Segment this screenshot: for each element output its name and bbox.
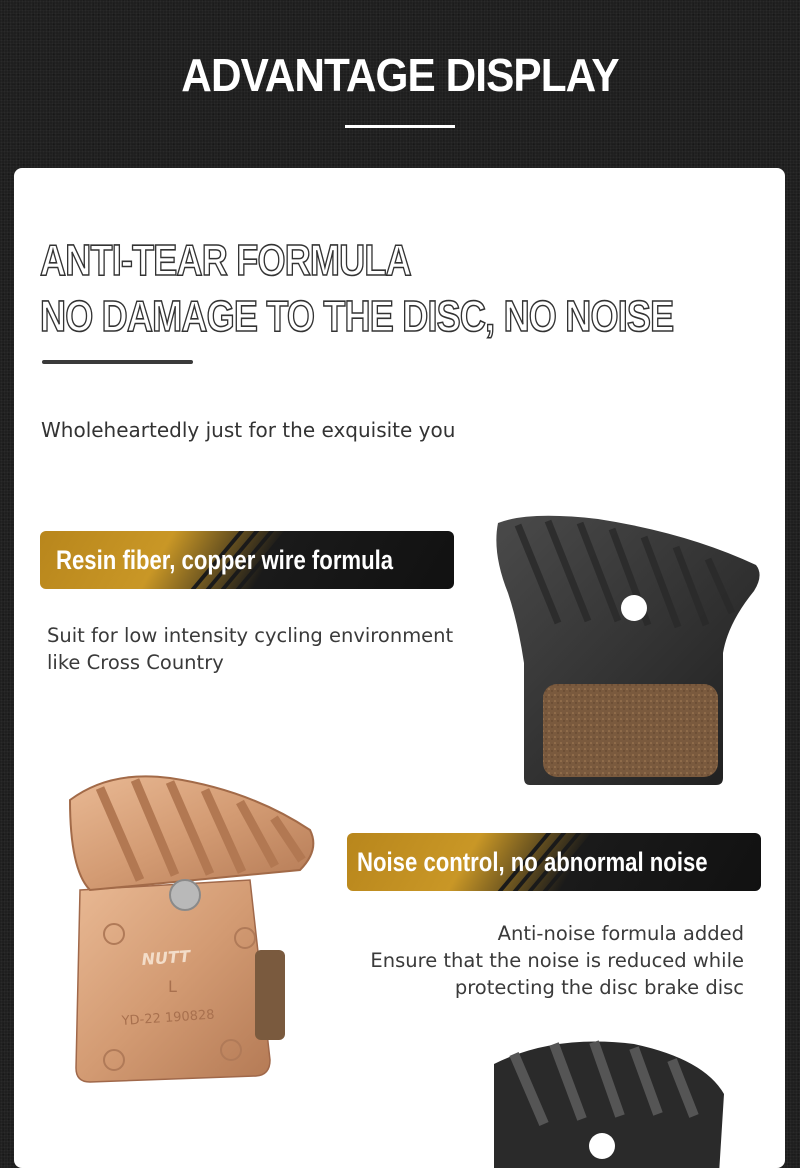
pad-code-mark: YD-22 190828 <box>121 1007 216 1029</box>
feature-description-resin <box>47 622 453 676</box>
dark-brake-pad-image <box>488 513 768 793</box>
headline-line-1: ANTI-TEAR FORMULA <box>40 236 411 285</box>
feature-description-line: Anti-noise formula added <box>497 922 744 945</box>
content-card <box>14 168 785 1168</box>
title-underline <box>345 125 455 128</box>
tagline-text: Wholeheartedly just for the exquisite you <box>41 418 456 442</box>
headline-divider <box>42 360 193 364</box>
copper-brake-pad-image <box>50 760 340 1090</box>
pad-side-mark: L <box>168 977 177 996</box>
feature-badge-noise <box>347 833 761 891</box>
feature-description-line: Suit for low intensity cycling environment <box>47 624 454 647</box>
feature-badge-resin <box>40 531 454 589</box>
feature-description-noise <box>370 920 744 1001</box>
headline-line-2: NO DAMAGE TO THE DISC, NO NOISE <box>40 292 674 341</box>
page-title: ADVANTAGE DISPLAY <box>181 49 619 101</box>
feature-description-line: protecting the disc brake disc <box>454 976 744 999</box>
feature-description-line: Ensure that the noise is reduced while <box>370 949 744 972</box>
feature-description-line: like Cross Country <box>47 651 224 674</box>
feature-title-noise: Noise control, no abnormal noise <box>357 847 708 877</box>
black-finned-brake-pad-image <box>474 1034 734 1168</box>
feature-title-resin: Resin fiber, copper wire formula <box>56 545 394 575</box>
pad-brand-mark: NUTT <box>140 946 191 969</box>
